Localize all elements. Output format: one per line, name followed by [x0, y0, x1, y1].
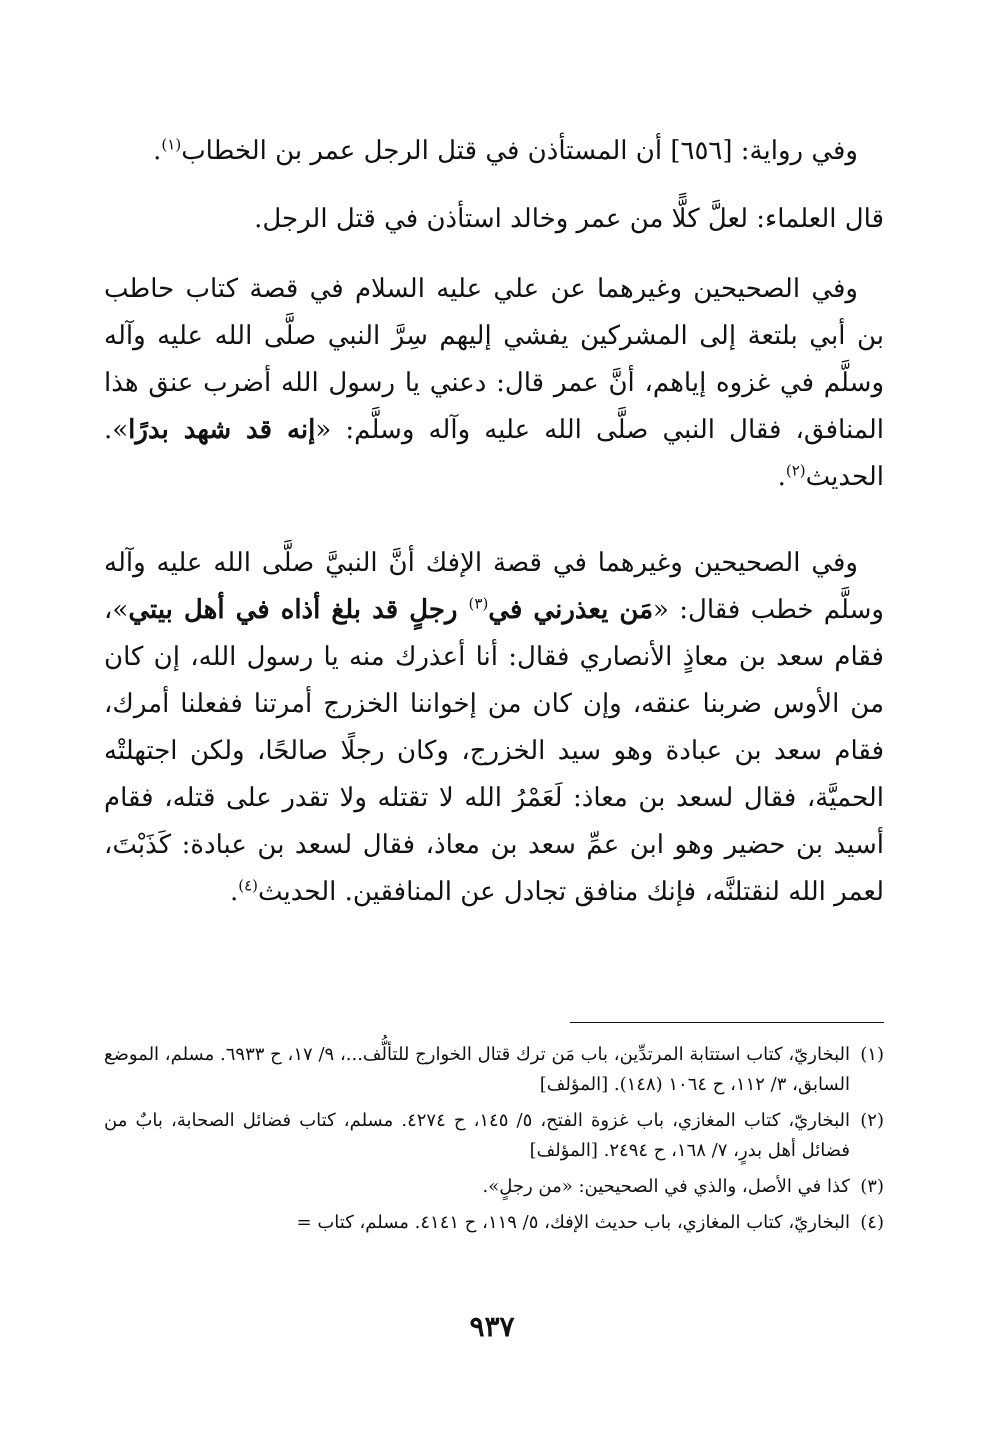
- footnote-1: [104, 1040, 884, 1100]
- paragraph-2: [104, 196, 884, 243]
- footnote-text: البخاريّ، كتاب المغازي، باب غزوة الفتح، ٥/ ١٤٥، ح ٤٢٧٤. مسلم، كتاب فضائل الصحابة، بابٌ من فضائل أهل بدرٍ، ٧/ ١٦٨، ح ٢٤٩٤. [المؤلف]: [104, 1110, 850, 1161]
- paragraph-4-text-end: »، فقام سعد بن معاذٍ الأنصاري فقال: أنا أعذرك منه يا رسول الله، إن كان من الأوس ضربنا عنقه، وإن كان من إخواننا الخزرج أمرتنا ففعلنا أمرك، فقام سعد بن عبادة وهو سيد الخزرج، وكان رجلًا صالحًا، ولكن اجتهلتْه الحميَّة، فقال لسعد بن معاذ: لَعَمْرُ الله لا تقتله ولا تقدر على قتله، فقام أسيد بن حضير وهو ابن عمِّ سعد بن معاذ، فقال لسعد بن عبادة: كَذَبْتَ، لعمر الله لنقتلنَّه، فإنك منافق تجادل عن المنافقين. الحديث: [104, 595, 884, 907]
- footnote-text: كذا في الأصل، والذي في الصحيحين: «من رجلٍ».: [482, 1176, 850, 1197]
- paragraph-2-text: قال العلماء: لعلَّ كلًّا من عمر وخالد استأذن في قتل الرجل.: [254, 204, 884, 234]
- footnote-ref-2[interactable]: (٢): [785, 461, 806, 480]
- footnote-ref-3[interactable]: (٣): [468, 594, 489, 613]
- footnote-text: البخاريّ، كتاب المغازي، باب حديث الإفك، ٥/ ١١٩، ح ٤١٤١. مسلم، كتاب =: [296, 1212, 850, 1233]
- paragraph-3-end: .: [777, 462, 786, 492]
- paragraph-4-text: وفي الصحيحين وغيرهما في قصة الإفك أنَّ النبيَّ صلَّى الله عليه وآله وسلَّم خطب فقال: «: [104, 548, 884, 625]
- footnotes: [104, 1040, 884, 1244]
- paragraph-4-quote-b: رجلٍ قد بلغ أذاه في أهل بيتي: [128, 595, 469, 625]
- paragraph-1-end: .: [153, 136, 162, 166]
- footnote-number: (٣): [860, 1176, 884, 1197]
- footnote-divider: [570, 1022, 884, 1023]
- footnote-ref-4[interactable]: (٤): [238, 876, 258, 895]
- paragraph-4-end: .: [229, 877, 239, 907]
- footnote-number: (٤): [860, 1212, 884, 1233]
- footnote-ref-1[interactable]: (١): [161, 135, 182, 154]
- footnote-text: البخاريّ، كتاب استتابة المرتدِّين، باب مَن ترك قتال الخوارج للتألُّف...، ٩/ ١٧، ح ٦٩٣٣. مسلم، الموضع السابق، ٣/ ١١٢، ح ١٠٦٤ (١٤٨). [المؤلف]: [104, 1044, 850, 1095]
- paragraph-3-quote: إنه قد شهد بدرًا: [128, 415, 316, 445]
- footnote-number: (١): [860, 1044, 884, 1065]
- footnote-2: [104, 1106, 884, 1166]
- footnote-4: [104, 1208, 884, 1238]
- paragraph-1-text: وفي رواية: [٦٥٦] أن المستأذن في قتل الرجل عمر بن الخطاب: [181, 136, 858, 166]
- paragraph-4-quote-a: مَن يعذرني في: [488, 595, 654, 625]
- footnote-3: [104, 1172, 884, 1202]
- page-number: ٩٣٧: [469, 1310, 515, 1343]
- paragraph-4: [104, 540, 884, 916]
- paragraph-3-text: وفي الصحيحين وغيرهما عن علي عليه السلام في قصة كتاب حاطب بن أبي بلتعة إلى المشركين يفشي إليهم سِرَّ النبي صلَّى الله عليه وآله وسلَّم في غزوه إياهم، أنَّ عمر قال: دعني يا رسول الله أضرب عنق هذا المنافق، فقال النبي صلَّى الله عليه وآله وسلَّم: «: [104, 274, 884, 445]
- paragraph-1: [104, 128, 884, 175]
- footnote-number: (٢): [860, 1110, 884, 1131]
- paragraph-3-text-end: ». الحديث: [104, 415, 884, 492]
- paragraph-3: [104, 266, 884, 501]
